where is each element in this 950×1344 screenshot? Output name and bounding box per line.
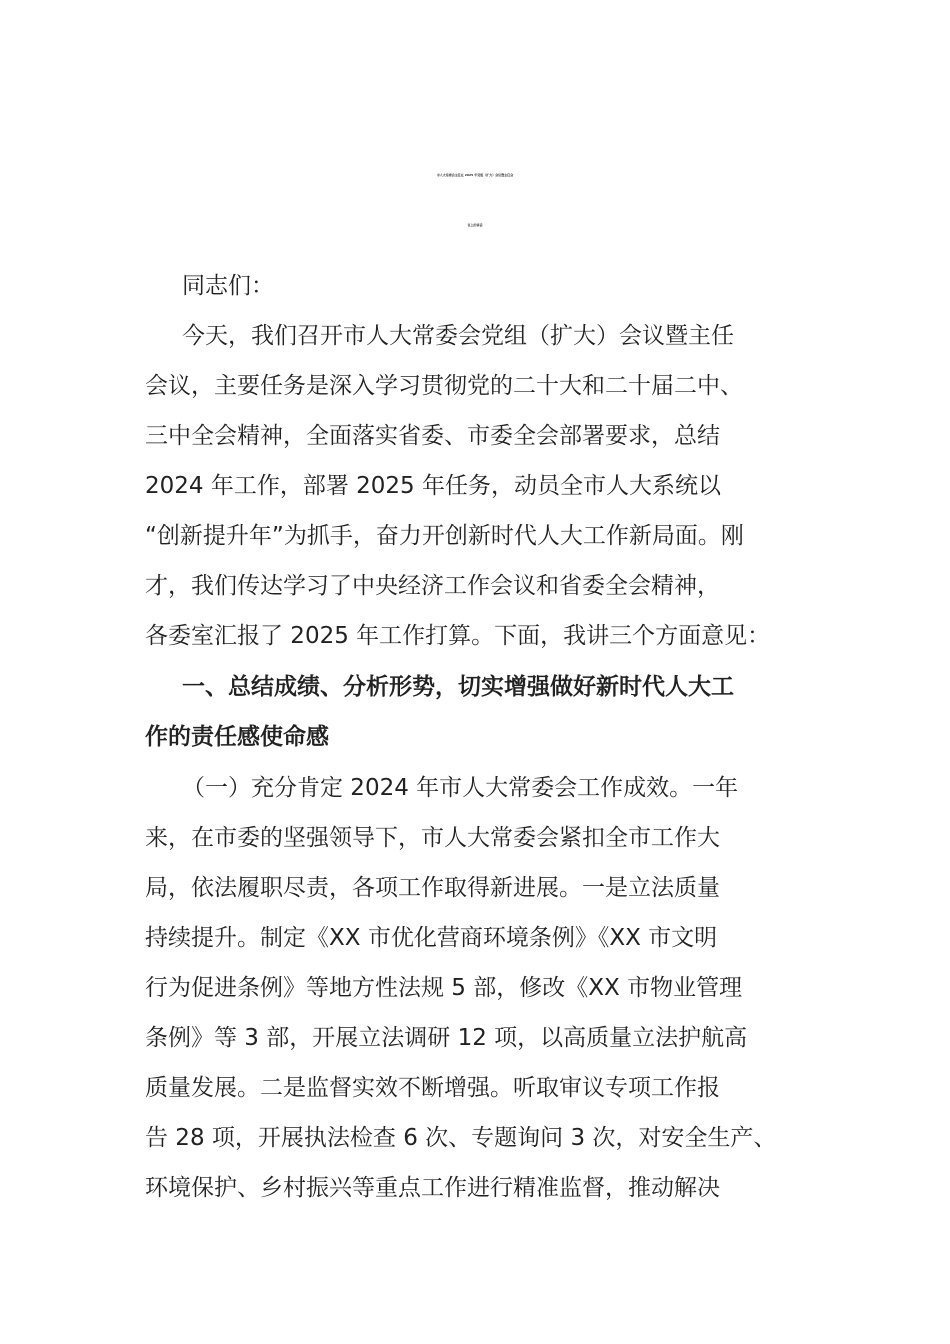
paragraph-line: 条例》等 3 部，开展立法调研 12 项，以高质量立法护航高 xyxy=(145,1025,748,1051)
paragraph-line: 持续提升。制定《XX 市优化营商环境条例》《XX 市文明 xyxy=(145,925,718,951)
document-title-line-1: 市人大常委会主任在 2025 年党组（扩大）会议暨主任会 xyxy=(436,173,514,177)
paragraph-line: 行为促进条例》等地方性法规 5 部，修改《XX 市物业管理 xyxy=(145,975,743,1001)
paragraph-line: 才，我们传达学习了中央经济工作会议和省委全会精神， xyxy=(145,573,720,599)
section-heading-line: 一、总结成绩、分析形势，切实增强做好新时代人大工 xyxy=(182,674,734,700)
paragraph-line: 环境保护、乡村振兴等重点工作进行精准监督，推动解决 xyxy=(145,1175,720,1201)
paragraph-line: 会议，主要任务是深入学习贯彻党的二十大和二十届二中、 xyxy=(145,373,743,399)
paragraph-line: 2024 年工作，部署 2025 年任务，动员全市人大系统以 xyxy=(145,473,721,499)
paragraph-line: 告 28 项，开展执法检查 6 次、专题询问 3 次，对安全生产、 xyxy=(145,1125,777,1151)
paragraph-line: 三中全会精神，全面落实省委、市委全会部署要求，总结 xyxy=(145,423,720,449)
paragraph-line: “创新提升年”为抓手，奋力开创新时代人大工作新局面。刚 xyxy=(145,523,744,549)
paragraph-line: 今天，我们召开市人大常委会党组（扩大）会议暨主任 xyxy=(182,323,734,349)
paragraph-line: 局，依法履职尽责，各项工作取得新进展。一是立法质量 xyxy=(145,875,720,901)
document-title-line-2: 议上的讲话 xyxy=(467,223,483,227)
paragraph-line: （一）充分肯定 2024 年市人大常委会工作成效。一年 xyxy=(182,775,739,801)
section-heading-line: 作的责任感使命感 xyxy=(145,724,329,750)
paragraph-line: 质量发展。二是监督实效不断增强。听取审议专项工作报 xyxy=(145,1075,720,1101)
salutation: 同志们： xyxy=(182,273,274,299)
paragraph-line: 来，在市委的坚强领导下，市人大常委会紧扣全市工作大 xyxy=(145,825,720,851)
paragraph-line: 各委室汇报了 2025 年工作打算。下面，我讲三个方面意见： xyxy=(145,623,771,649)
